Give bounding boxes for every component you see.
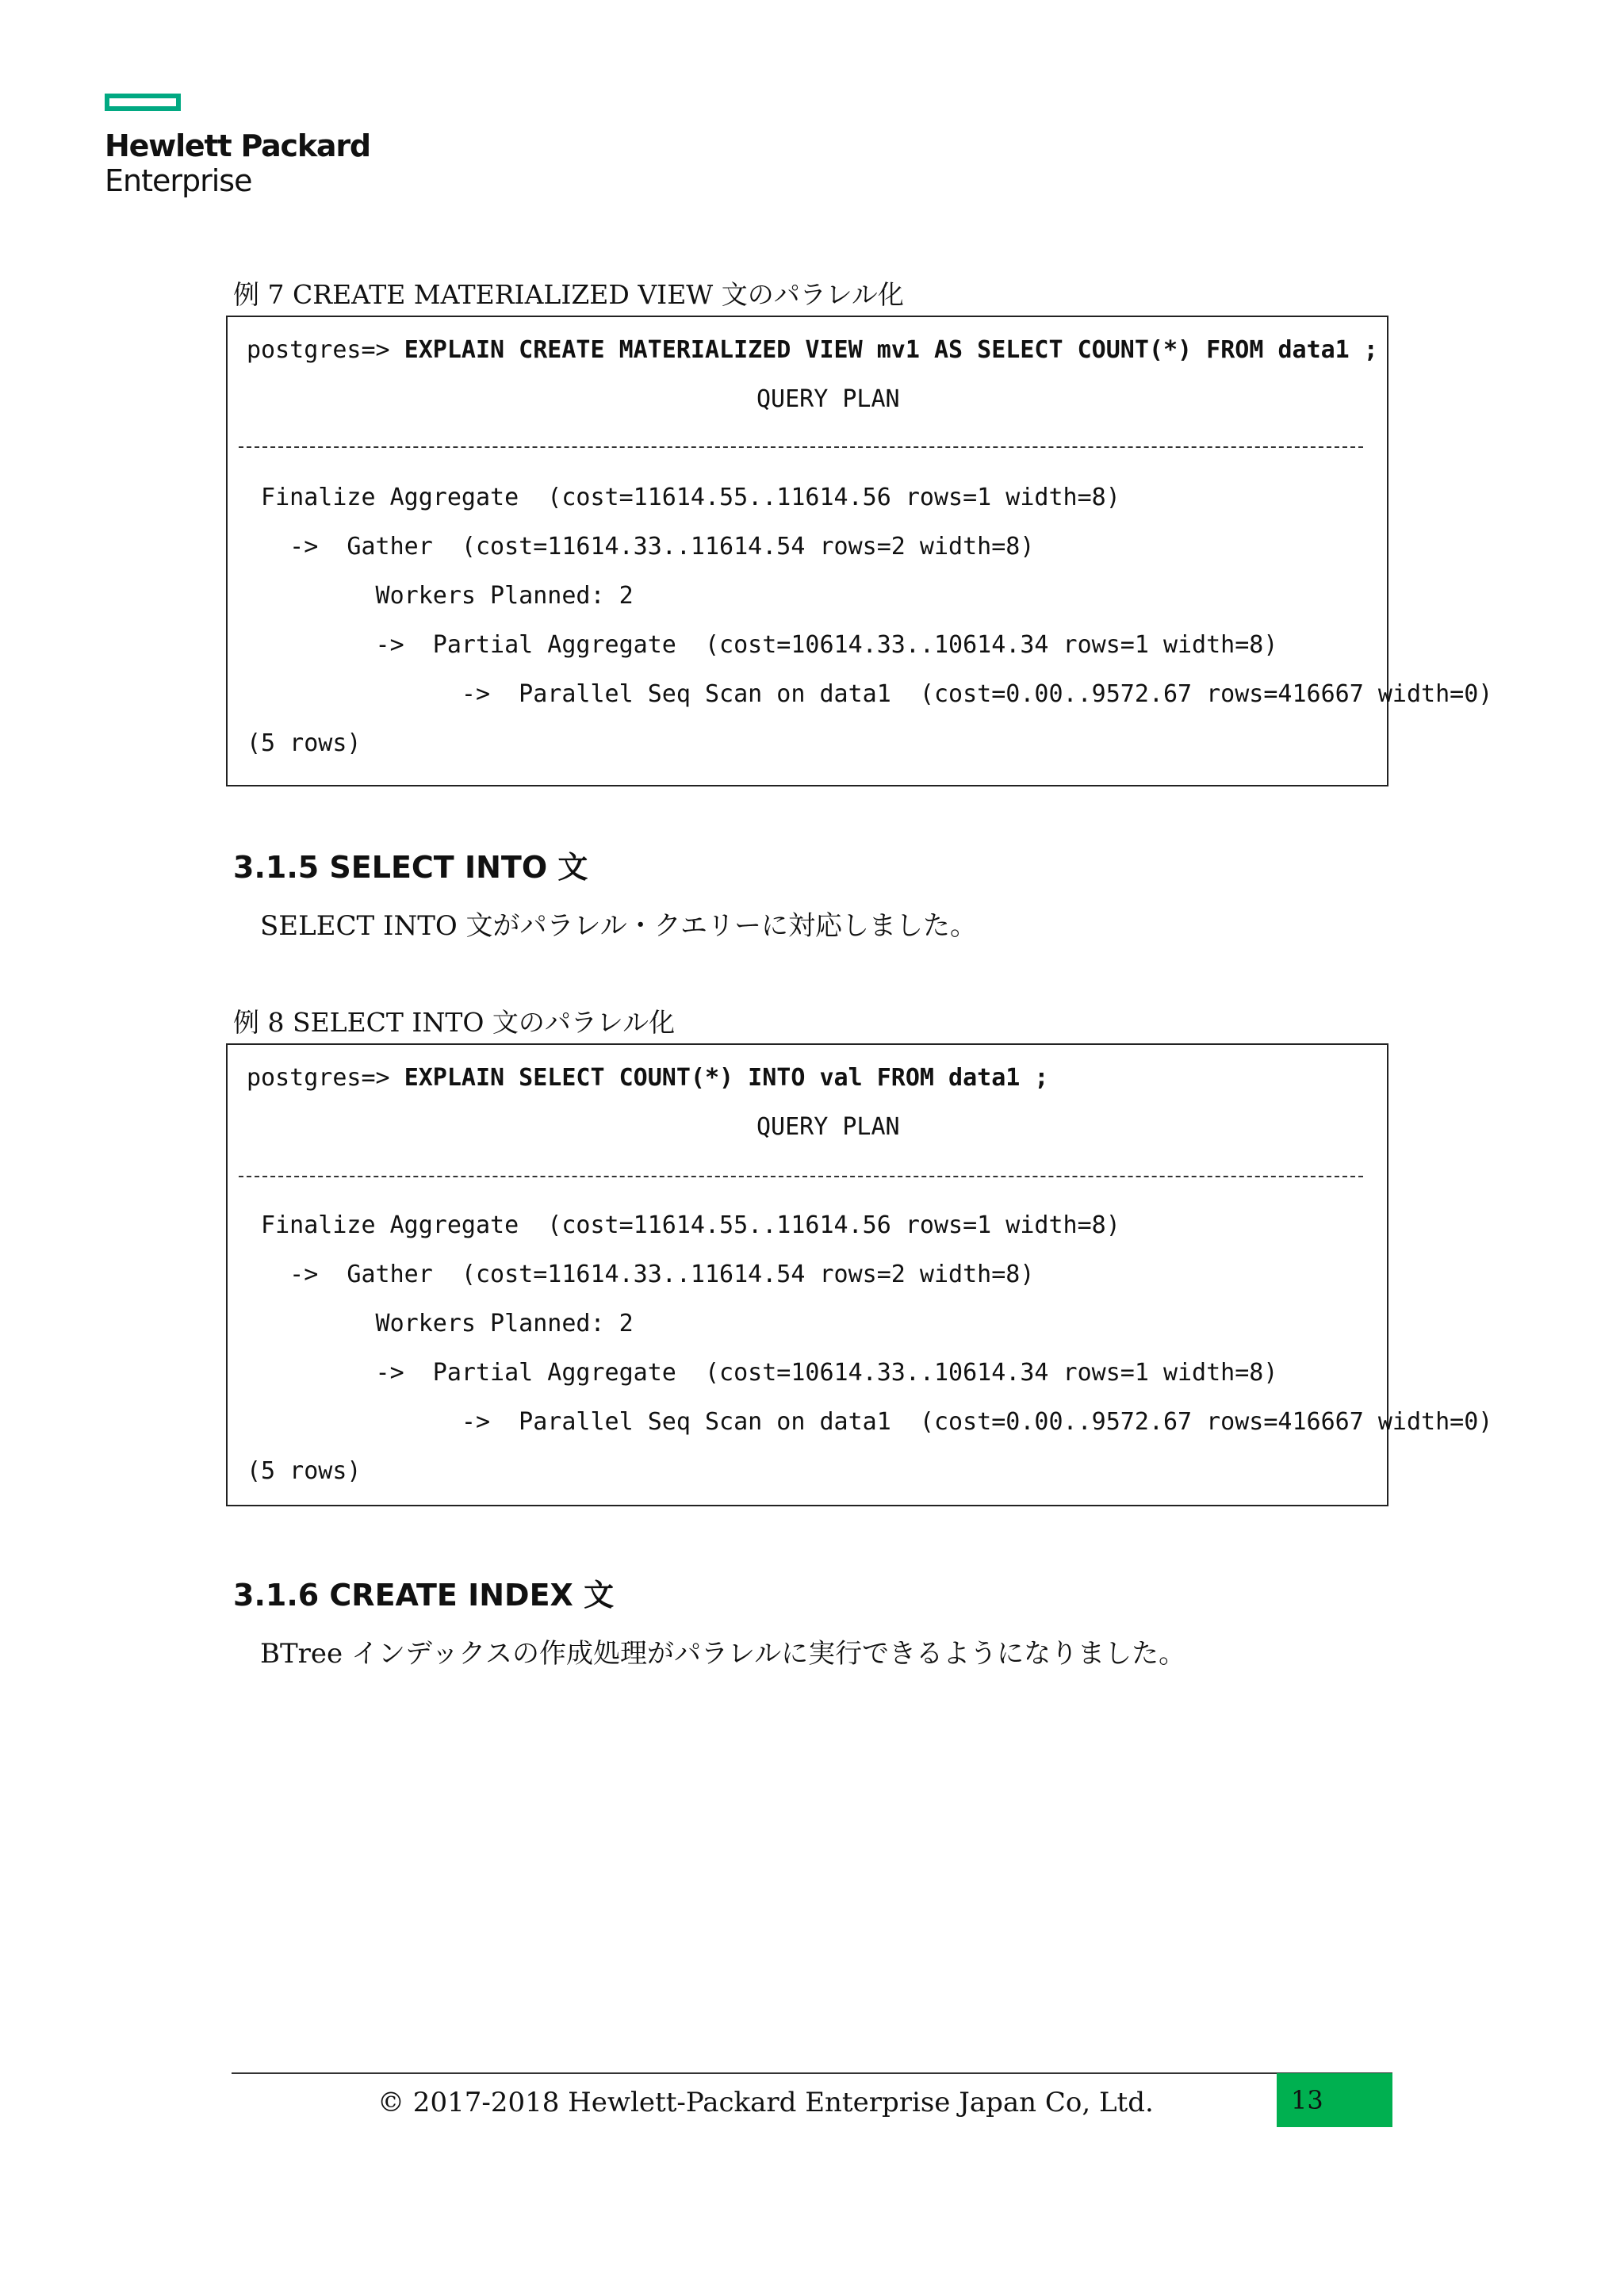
example7-prompt: postgres=>: [247, 336, 390, 364]
section-3-1-6-body: BTree インデックスの作成処理がパラレルに実行できるようになりました。: [260, 1638, 1186, 1670]
section-3-1-5-body: SELECT INTO 文がパラレル・クエリーに対応しました。: [260, 910, 978, 942]
example7-plan-line: -> Partial Aggregate (cost=10614.33..10614.34 rows=1 width=8): [247, 631, 1278, 659]
example8-caption: 例 8 SELECT INTO 文のパラレル化: [233, 1007, 676, 1038]
example7-plan-line: Finalize Aggregate (cost=11614.55..11614.56 rows=1 width=8): [247, 484, 1120, 511]
example7-plan-line: -> Gather (cost=11614.33..11614.54 rows=2 width=8): [247, 533, 1035, 561]
example8-plan-line: -> Partial Aggregate (cost=10614.33..10614.34 rows=1 width=8): [247, 1359, 1278, 1387]
example8-plan-line: -> Parallel Seq Scan on data1 (cost=0.00..9572.67 rows=416667 width=0): [247, 1408, 1493, 1436]
example7-code-box: [226, 316, 1493, 786]
example8-plan-line: Workers Planned: 2: [247, 1310, 634, 1337]
example8-code-box: [226, 1043, 1493, 1506]
example7-command: EXPLAIN CREATE MATERIALIZED VIEW mv1 AS SELECT COUNT(*) FROM data1 ;: [404, 336, 1378, 364]
example8-command-line: [247, 1064, 1048, 1093]
footer-copyright: © 2017-2018 Hewlett-Packard Enterprise Japan Co, Ltd.: [377, 2087, 1154, 2118]
page-number: 13: [1291, 2085, 1323, 2115]
example8-plan-header: QUERY PLAN: [756, 1113, 900, 1141]
example8-prompt: postgres=>: [247, 1064, 390, 1092]
page-number-badge: [1277, 2073, 1392, 2127]
example7-plan-header: QUERY PLAN: [756, 385, 900, 413]
hpe-logo: [105, 94, 370, 198]
section-3-1-5-title: 3.1.5 SELECT INTO 文: [233, 850, 588, 885]
example7-row-count: (5 rows): [247, 729, 362, 757]
example8-plan-line: Finalize Aggregate (cost=11614.55..11614.56 rows=1 width=8): [247, 1211, 1120, 1239]
example8-plan-line: -> Gather (cost=11614.33..11614.54 rows=2 width=8): [247, 1261, 1035, 1288]
example8-separator: [239, 1176, 1363, 1177]
example7-separator: [239, 446, 1363, 448]
example8-command: EXPLAIN SELECT COUNT(*) INTO val FROM data1 ;: [404, 1064, 1049, 1092]
example7-plan-line: -> Parallel Seq Scan on data1 (cost=0.00..9572.67 rows=416667 width=0): [247, 680, 1493, 708]
logo-line1: Hewlett Packard: [105, 128, 370, 163]
hpe-logo-rectangle-icon: [105, 94, 181, 111]
example7-plan-line: Workers Planned: 2: [247, 582, 634, 610]
example7-command-line: [247, 336, 1378, 365]
example7-caption: 例 7 CREATE MATERIALIZED VIEW 文のパラレル化: [233, 279, 904, 310]
example8-row-count: (5 rows): [247, 1457, 362, 1485]
logo-line2: Enterprise: [105, 163, 252, 198]
footer-divider: [232, 2072, 1392, 2074]
section-3-1-6-title: 3.1.6 CREATE INDEX 文: [233, 1578, 615, 1613]
